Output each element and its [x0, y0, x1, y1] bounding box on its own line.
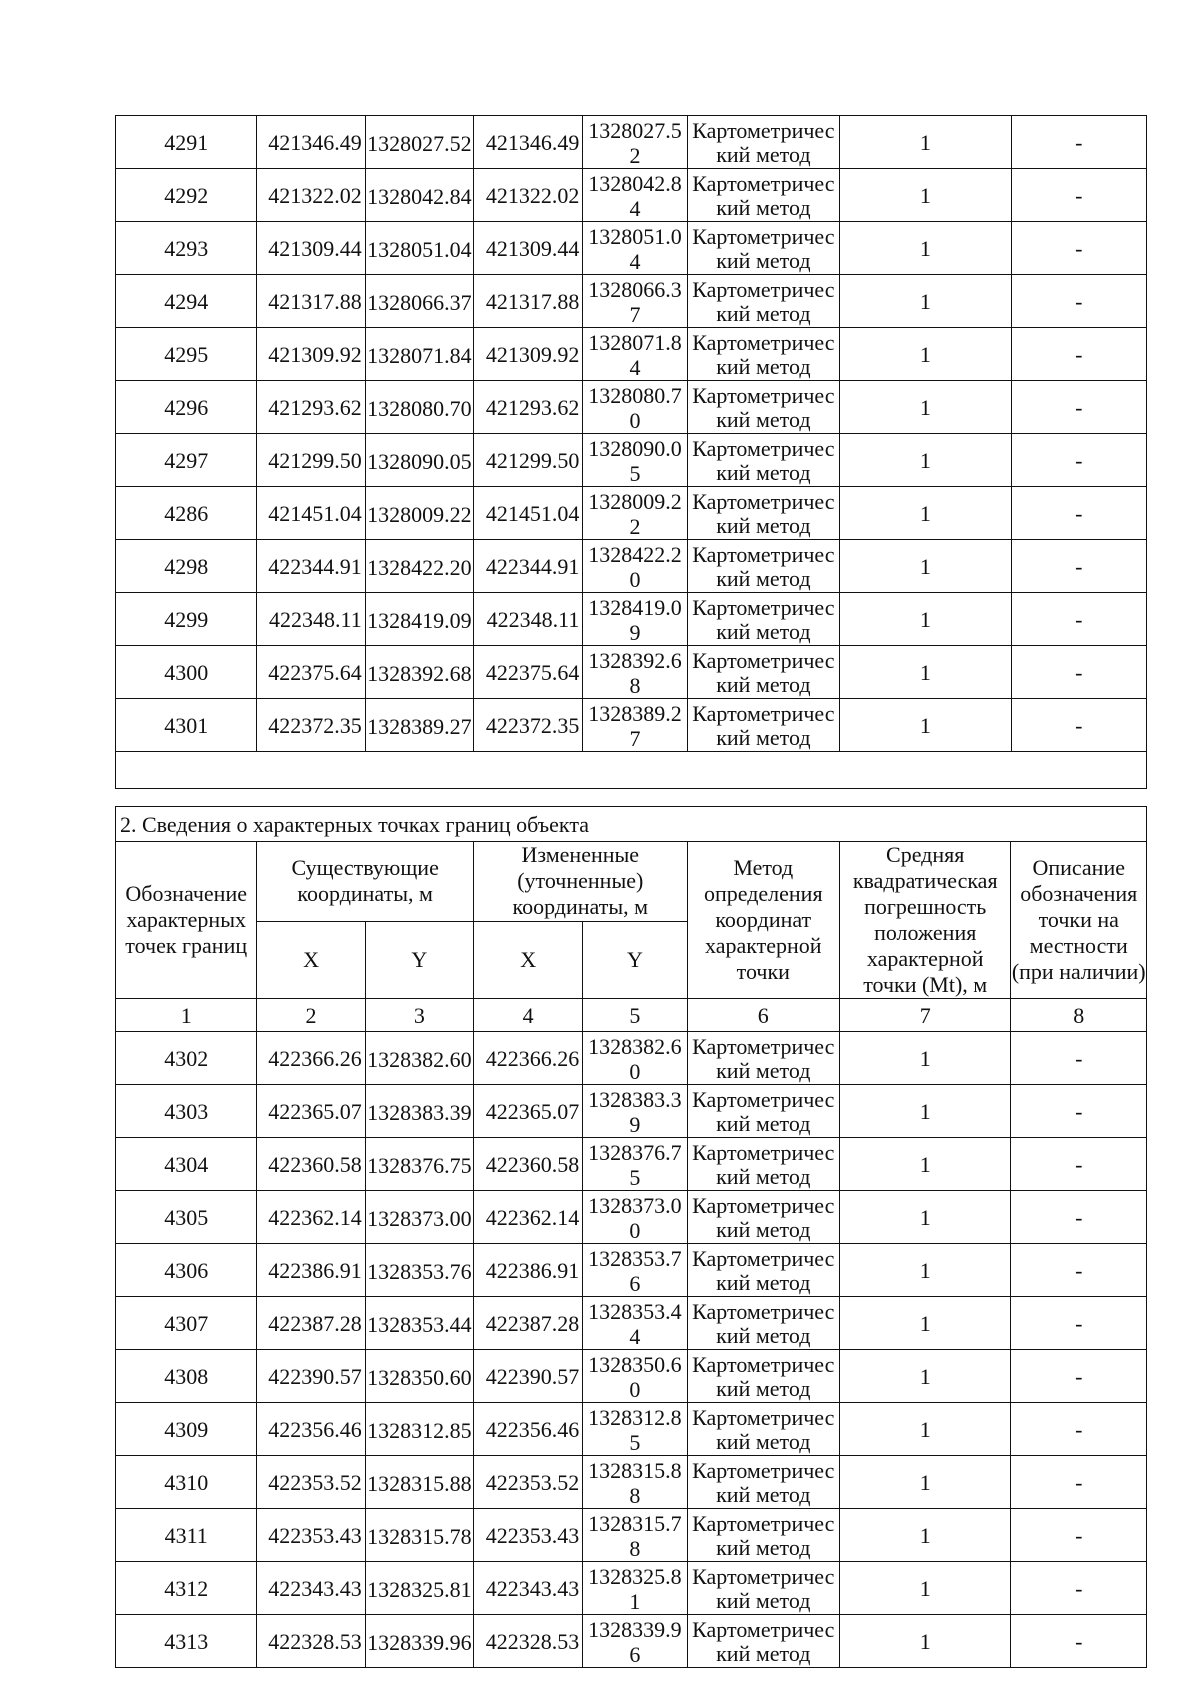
existing-x-cell: 422356.46: [257, 1403, 365, 1456]
error-cell: 1: [839, 1297, 1010, 1350]
changed-y-cell: 1328392.68: [583, 646, 687, 699]
existing-y-cell: 1328376.75: [365, 1138, 473, 1191]
description-cell: -: [1011, 381, 1146, 434]
description-cell: -: [1011, 222, 1146, 275]
description-cell: -: [1011, 1297, 1147, 1350]
changed-x-cell: 421309.92: [474, 328, 583, 381]
point-cell: 4299: [116, 593, 257, 646]
method-cell: Картометрический метод: [687, 434, 839, 487]
changed-x-cell: 421322.02: [474, 169, 583, 222]
changed-y-cell: 1328339.96: [583, 1615, 687, 1668]
description-cell: -: [1011, 1032, 1147, 1085]
point-cell: 4297: [116, 434, 257, 487]
changed-x-cell: 422390.57: [473, 1350, 582, 1403]
existing-y-cell: 1328080.70: [365, 381, 473, 434]
point-cell: 4309: [116, 1403, 257, 1456]
header-changed-coords: Измененные (уточненные) координаты, м: [473, 842, 687, 922]
method-cell: Картометрический метод: [687, 1085, 839, 1138]
existing-y-cell: 1328042.84: [365, 169, 473, 222]
error-cell: 1: [840, 434, 1011, 487]
table-row: [116, 1456, 1147, 1509]
existing-x-cell: 422387.28: [257, 1297, 365, 1350]
table-row: [116, 540, 1147, 593]
changed-x-cell: 422365.07: [473, 1085, 582, 1138]
empty-cell: [116, 752, 1147, 789]
existing-x-cell: 422362.14: [257, 1191, 365, 1244]
table-row: [116, 1615, 1147, 1668]
point-cell: 4296: [116, 381, 257, 434]
changed-x-cell: 421293.62: [474, 381, 583, 434]
changed-x-cell: 422366.26: [473, 1032, 582, 1085]
column-number: 7: [839, 999, 1010, 1032]
point-cell: 4311: [116, 1509, 257, 1562]
column-number: 2: [257, 999, 365, 1032]
changed-y-cell: 1328422.20: [583, 540, 687, 593]
point-cell: 4310: [116, 1456, 257, 1509]
table-row: [116, 1032, 1147, 1085]
changed-y-cell: 1328325.81: [583, 1562, 687, 1615]
header-description: Описание обозначения точки на местности (при наличии): [1011, 842, 1147, 999]
description-cell: -: [1011, 1403, 1147, 1456]
existing-x-cell: 422365.07: [257, 1085, 365, 1138]
description-cell: -: [1011, 487, 1146, 540]
description-cell: -: [1011, 1350, 1147, 1403]
existing-y-cell: 1328339.96: [365, 1615, 473, 1668]
existing-x-cell: 421309.92: [257, 328, 365, 381]
point-cell: 4286: [116, 487, 257, 540]
point-cell: 4291: [116, 116, 257, 169]
description-cell: -: [1011, 1085, 1147, 1138]
point-cell: 4305: [116, 1191, 257, 1244]
point-cell: 4302: [116, 1032, 257, 1085]
column-number: 3: [365, 999, 473, 1032]
error-cell: 1: [840, 487, 1011, 540]
table-row: [116, 116, 1147, 169]
existing-x-cell: 421322.02: [257, 169, 365, 222]
method-cell: Картометрический метод: [687, 328, 839, 381]
changed-x-cell: 421346.49: [474, 116, 583, 169]
changed-y-cell: 1328376.75: [583, 1138, 687, 1191]
header-point: Обозначение характерных точек границ: [116, 842, 257, 999]
changed-x-cell: 422353.43: [473, 1509, 582, 1562]
description-cell: -: [1011, 169, 1146, 222]
table-row: [116, 1297, 1147, 1350]
error-cell: 1: [840, 540, 1011, 593]
error-cell: 1: [840, 328, 1011, 381]
point-cell: 4301: [116, 699, 257, 752]
error-cell: 1: [840, 381, 1011, 434]
error-cell: 1: [840, 593, 1011, 646]
existing-y-cell: 1328392.68: [365, 646, 473, 699]
existing-x-cell: 422328.53: [257, 1615, 365, 1668]
changed-y-cell: 1328315.78: [583, 1509, 687, 1562]
existing-y-cell: 1328325.81: [365, 1562, 473, 1615]
column-number: 6: [687, 999, 839, 1032]
method-cell: Картометрический метод: [687, 169, 839, 222]
description-cell: -: [1011, 1509, 1147, 1562]
header-method: Метод определения координат характерной точки: [687, 842, 839, 999]
changed-y-cell: 1328315.88: [583, 1456, 687, 1509]
description-cell: -: [1011, 434, 1146, 487]
changed-y-cell: 1328312.85: [583, 1403, 687, 1456]
existing-y-cell: 1328009.22: [365, 487, 473, 540]
method-cell: Картометрический метод: [687, 116, 839, 169]
changed-y-cell: 1328382.60: [583, 1032, 687, 1085]
changed-x-cell: 422360.58: [473, 1138, 582, 1191]
changed-x-cell: 421299.50: [474, 434, 583, 487]
header-changed-x: X: [473, 921, 582, 999]
changed-y-cell: 1328373.00: [583, 1191, 687, 1244]
bottom-table-body: [116, 1032, 1147, 1668]
changed-x-cell: 422372.35: [474, 699, 583, 752]
existing-x-cell: 422390.57: [257, 1350, 365, 1403]
error-cell: 1: [839, 1191, 1010, 1244]
point-cell: 4307: [116, 1297, 257, 1350]
method-cell: Картометрический метод: [687, 1138, 839, 1191]
changed-y-cell: 1328383.39: [583, 1085, 687, 1138]
table-row: [116, 1085, 1147, 1138]
existing-x-cell: 422386.91: [257, 1244, 365, 1297]
method-cell: Картометрический метод: [687, 275, 839, 328]
description-cell: -: [1011, 275, 1146, 328]
existing-y-cell: 1328090.05: [365, 434, 473, 487]
existing-y-cell: 1328422.20: [365, 540, 473, 593]
error-cell: 1: [840, 116, 1011, 169]
error-cell: 1: [840, 222, 1011, 275]
existing-y-cell: 1328353.76: [365, 1244, 473, 1297]
boundary-points-table: [115, 806, 1147, 1668]
point-cell: 4292: [116, 169, 257, 222]
existing-y-cell: 1328312.85: [365, 1403, 473, 1456]
error-cell: 1: [839, 1562, 1010, 1615]
error-cell: 1: [839, 1403, 1010, 1456]
point-cell: 4313: [116, 1615, 257, 1668]
column-numbers-row: [116, 999, 1147, 1032]
description-cell: -: [1011, 328, 1146, 381]
description-cell: -: [1011, 1615, 1147, 1668]
method-cell: Картометрический метод: [687, 646, 839, 699]
existing-y-cell: 1328419.09: [365, 593, 473, 646]
changed-y-cell: 1328080.70: [583, 381, 687, 434]
method-cell: Картометрический метод: [687, 1032, 839, 1085]
table-row: [116, 169, 1147, 222]
header-changed-y: Y: [583, 921, 687, 999]
table-row: [116, 381, 1147, 434]
existing-x-cell: 422353.43: [257, 1509, 365, 1562]
changed-x-cell: 422362.14: [473, 1191, 582, 1244]
top-table-body: [116, 116, 1147, 752]
changed-y-cell: 1328042.84: [583, 169, 687, 222]
table-row: [116, 275, 1147, 328]
table-row: [116, 593, 1147, 646]
existing-y-cell: 1328071.84: [365, 328, 473, 381]
changed-x-cell: 422344.91: [474, 540, 583, 593]
table-row: [116, 487, 1147, 540]
table-row: [116, 434, 1147, 487]
header-existing-coords: Существующие координаты, м: [257, 842, 474, 922]
changed-x-cell: 421451.04: [474, 487, 583, 540]
existing-x-cell: 421451.04: [257, 487, 365, 540]
changed-y-cell: 1328051.04: [583, 222, 687, 275]
changed-x-cell: 422348.11: [474, 593, 583, 646]
error-cell: 1: [840, 699, 1011, 752]
changed-y-cell: 1328071.84: [583, 328, 687, 381]
changed-y-cell: 1328353.44: [583, 1297, 687, 1350]
existing-y-cell: 1328383.39: [365, 1085, 473, 1138]
method-cell: Картометрический метод: [687, 593, 839, 646]
changed-y-cell: 1328090.05: [583, 434, 687, 487]
existing-x-cell: 421309.44: [257, 222, 365, 275]
changed-y-cell: 1328009.22: [583, 487, 687, 540]
method-cell: Картометрический метод: [687, 1350, 839, 1403]
changed-y-cell: 1328419.09: [583, 593, 687, 646]
changed-y-cell: 1328066.37: [583, 275, 687, 328]
existing-y-cell: 1328373.00: [365, 1191, 473, 1244]
point-cell: 4303: [116, 1085, 257, 1138]
existing-x-cell: 422366.26: [257, 1032, 365, 1085]
coordinates-table-continued: [115, 115, 1147, 789]
existing-x-cell: 422343.43: [257, 1562, 365, 1615]
existing-y-cell: 1328066.37: [365, 275, 473, 328]
method-cell: Картометрический метод: [687, 487, 839, 540]
changed-x-cell: 422343.43: [473, 1562, 582, 1615]
existing-x-cell: 421317.88: [257, 275, 365, 328]
changed-x-cell: 422353.52: [473, 1456, 582, 1509]
changed-x-cell: 421309.44: [474, 222, 583, 275]
method-cell: Картометрический метод: [687, 222, 839, 275]
description-cell: -: [1011, 1456, 1147, 1509]
header-row: [116, 842, 1147, 922]
point-cell: 4295: [116, 328, 257, 381]
changed-x-cell: 422328.53: [473, 1615, 582, 1668]
changed-y-cell: 1328027.52: [583, 116, 687, 169]
description-cell: -: [1011, 646, 1146, 699]
existing-y-cell: 1328051.04: [365, 222, 473, 275]
existing-x-cell: 422360.58: [257, 1138, 365, 1191]
table-row: [116, 1138, 1147, 1191]
method-cell: Картометрический метод: [687, 1244, 839, 1297]
existing-x-cell: 421293.62: [257, 381, 365, 434]
existing-x-cell: 422348.11: [257, 593, 365, 646]
description-cell: -: [1011, 1138, 1147, 1191]
table-row: [116, 1191, 1147, 1244]
method-cell: Картометрический метод: [687, 1297, 839, 1350]
changed-x-cell: 422375.64: [474, 646, 583, 699]
point-cell: 4308: [116, 1350, 257, 1403]
description-cell: -: [1011, 1562, 1147, 1615]
table-row: [116, 646, 1147, 699]
error-cell: 1: [839, 1032, 1010, 1085]
existing-y-cell: 1328027.52: [365, 116, 473, 169]
description-cell: -: [1011, 116, 1146, 169]
existing-y-cell: 1328315.78: [365, 1509, 473, 1562]
error-cell: 1: [840, 275, 1011, 328]
table-row: [116, 699, 1147, 752]
error-cell: 1: [839, 1350, 1010, 1403]
column-number: 5: [583, 999, 687, 1032]
error-cell: 1: [839, 1138, 1010, 1191]
table-title-row: [116, 807, 1147, 842]
table-row: [116, 1509, 1147, 1562]
changed-y-cell: 1328389.27: [583, 699, 687, 752]
changed-y-cell: 1328350.60: [583, 1350, 687, 1403]
description-cell: -: [1011, 593, 1146, 646]
method-cell: Картометрический метод: [687, 540, 839, 593]
existing-x-cell: 422375.64: [257, 646, 365, 699]
existing-x-cell: 422372.35: [257, 699, 365, 752]
point-cell: 4304: [116, 1138, 257, 1191]
point-cell: 4306: [116, 1244, 257, 1297]
column-number: 4: [473, 999, 582, 1032]
existing-y-cell: 1328389.27: [365, 699, 473, 752]
existing-x-cell: 421299.50: [257, 434, 365, 487]
existing-x-cell: 422353.52: [257, 1456, 365, 1509]
point-cell: 4298: [116, 540, 257, 593]
table-title: 2. Сведения о характерных точках границ объекта: [116, 807, 1147, 842]
error-cell: 1: [840, 646, 1011, 699]
column-number: 8: [1011, 999, 1147, 1032]
existing-x-cell: 422344.91: [257, 540, 365, 593]
error-cell: 1: [839, 1615, 1010, 1668]
changed-x-cell: 422356.46: [473, 1403, 582, 1456]
table-row: [116, 222, 1147, 275]
method-cell: Картометрический метод: [687, 1191, 839, 1244]
error-cell: 1: [839, 1456, 1010, 1509]
point-cell: 4294: [116, 275, 257, 328]
existing-y-cell: 1328315.88: [365, 1456, 473, 1509]
method-cell: Картометрический метод: [687, 1562, 839, 1615]
table-row: [116, 1562, 1147, 1615]
changed-x-cell: 422387.28: [473, 1297, 582, 1350]
point-cell: 4312: [116, 1562, 257, 1615]
existing-y-cell: 1328353.44: [365, 1297, 473, 1350]
description-cell: -: [1011, 699, 1146, 752]
existing-y-cell: 1328350.60: [365, 1350, 473, 1403]
header-existing-y: Y: [365, 921, 473, 999]
table-row: [116, 1350, 1147, 1403]
empty-footer-row: [116, 752, 1147, 789]
error-cell: 1: [840, 169, 1011, 222]
description-cell: -: [1011, 1244, 1147, 1297]
method-cell: Картометрический метод: [687, 1403, 839, 1456]
changed-x-cell: 422386.91: [473, 1244, 582, 1297]
table-row: [116, 1244, 1147, 1297]
changed-x-cell: 421317.88: [474, 275, 583, 328]
method-cell: Картометрический метод: [687, 381, 839, 434]
error-cell: 1: [839, 1509, 1010, 1562]
changed-y-cell: 1328353.76: [583, 1244, 687, 1297]
method-cell: Картометрический метод: [687, 699, 839, 752]
header-existing-x: X: [257, 921, 365, 999]
table-row: [116, 1403, 1147, 1456]
method-cell: Картометрический метод: [687, 1456, 839, 1509]
method-cell: Картометрический метод: [687, 1615, 839, 1668]
column-number: 1: [116, 999, 257, 1032]
table-row: [116, 328, 1147, 381]
error-cell: 1: [839, 1085, 1010, 1138]
existing-y-cell: 1328382.60: [365, 1032, 473, 1085]
method-cell: Картометрический метод: [687, 1509, 839, 1562]
existing-x-cell: 421346.49: [257, 116, 365, 169]
point-cell: 4293: [116, 222, 257, 275]
description-cell: -: [1011, 1191, 1147, 1244]
error-cell: 1: [839, 1244, 1010, 1297]
header-error: Средняя квадратическая погрешность положения характерной точки (Mt), м: [839, 842, 1010, 999]
description-cell: -: [1011, 540, 1146, 593]
point-cell: 4300: [116, 646, 257, 699]
